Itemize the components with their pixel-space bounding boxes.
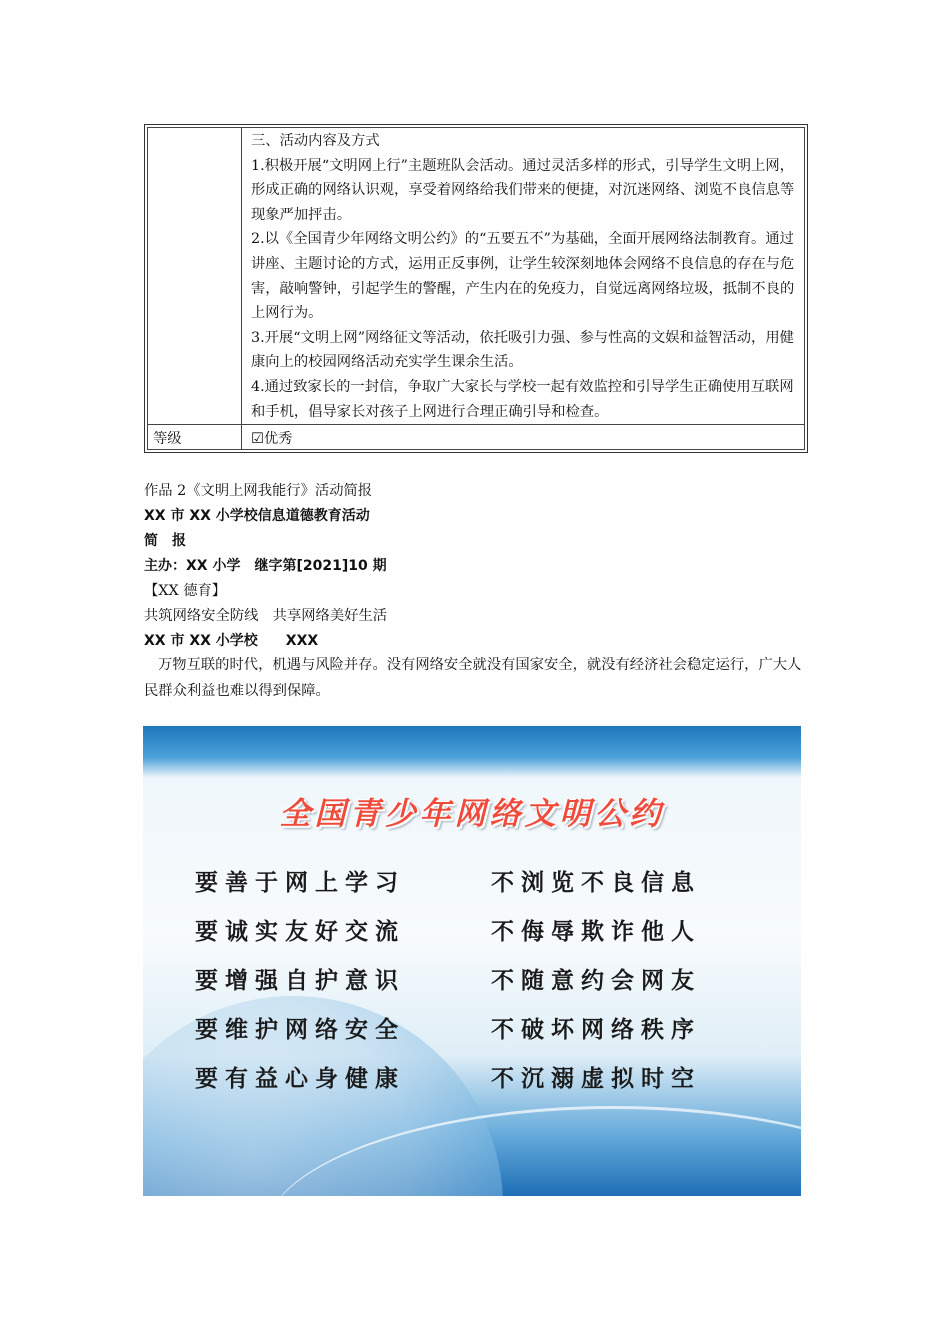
poster-rule-right: 不侮辱欺诈他人 bbox=[491, 919, 701, 945]
brief-heading: 简 报 bbox=[144, 533, 186, 549]
content-paragraph: 1.积极开展“文明网上行”主题班队会活动。通过灵活多样的形式，引导学生文明上网，形成正确的网络认识观，享受着网络给我们带来的便捷，对沉迷网络、浏览不良信息等现象严加抨击。 bbox=[251, 157, 795, 223]
poster-rule-left: 要善于网上学习 bbox=[195, 870, 405, 896]
table-column-divider bbox=[241, 127, 242, 450]
sponsor-line: 主办：XX 小学 继字第[2021]10 期 bbox=[144, 558, 387, 574]
activity-table bbox=[144, 124, 808, 453]
poster-rule-left: 要维护网络安全 bbox=[195, 1017, 405, 1043]
poster-rule-right: 不破坏网络秩序 bbox=[491, 1017, 701, 1043]
article-subtitle: 共筑网络安全防线 共享网络美好生活 bbox=[144, 608, 388, 624]
convention-poster-image bbox=[143, 726, 801, 1196]
poster-rule-left: 要诚实友好交流 bbox=[195, 919, 405, 945]
content-paragraph: 2.以《全国青少年网络文明公约》的“五要五不”为基础，全面开展网络法制教育。通过讲座、主题讨论的方式，运用正反事例，让学生较深刻地体会网络不良信息的存在与危害，敲响警钟，引起学生的警醒，产生内在的免疫力，自觉远离网络垃圾，抵制不良的上网行为。 bbox=[251, 231, 795, 322]
work-title: 作品 2《文明上网我能行》活动简报 bbox=[144, 483, 373, 499]
poster-title: 全国青少年网络文明公约 bbox=[279, 796, 665, 832]
table-row-divider bbox=[147, 424, 805, 425]
poster-top-band bbox=[143, 726, 801, 778]
section-heading: 三、活动内容及方式 bbox=[251, 133, 380, 149]
poster-rule-right: 不沉溺虚拟时空 bbox=[491, 1066, 701, 1092]
column-tag: 【XX 德育】 bbox=[144, 583, 227, 599]
author-line: XX 市 XX 小学校 XXX bbox=[144, 633, 319, 649]
school-activity-title: XX 市 XX 小学校信息道德教育活动 bbox=[144, 508, 370, 524]
grade-value: ☑优秀 bbox=[251, 431, 293, 447]
content-paragraph: 4.通过致家长的一封信，争取广大家长与学校一起有效监控和引导学生正确使用互联网和手机，倡导家长对孩子上网进行合理正确引导和检查。 bbox=[251, 378, 794, 420]
poster-rule-right: 不随意约会网友 bbox=[491, 968, 701, 994]
intro-paragraph: 万物互联的时代，机遇与风险并存。没有网络安全就没有国家安全，就没有经济社会稳定运行，广大人民群众利益也难以得到保障。 bbox=[144, 657, 802, 699]
content-paragraph: 3.开展“文明上网”网络征文等活动，依托吸引力强、参与性高的文娱和益智活动，用健康向上的校园网络活动充实学生课余生活。 bbox=[251, 329, 794, 371]
poster-rule-left: 要有益心身健康 bbox=[195, 1066, 405, 1092]
poster-rule-left: 要增强自护意识 bbox=[195, 968, 405, 994]
activity-content-cell bbox=[251, 129, 801, 424]
grade-label: 等级 bbox=[153, 431, 182, 447]
poster-rule-right: 不浏览不良信息 bbox=[491, 870, 701, 896]
